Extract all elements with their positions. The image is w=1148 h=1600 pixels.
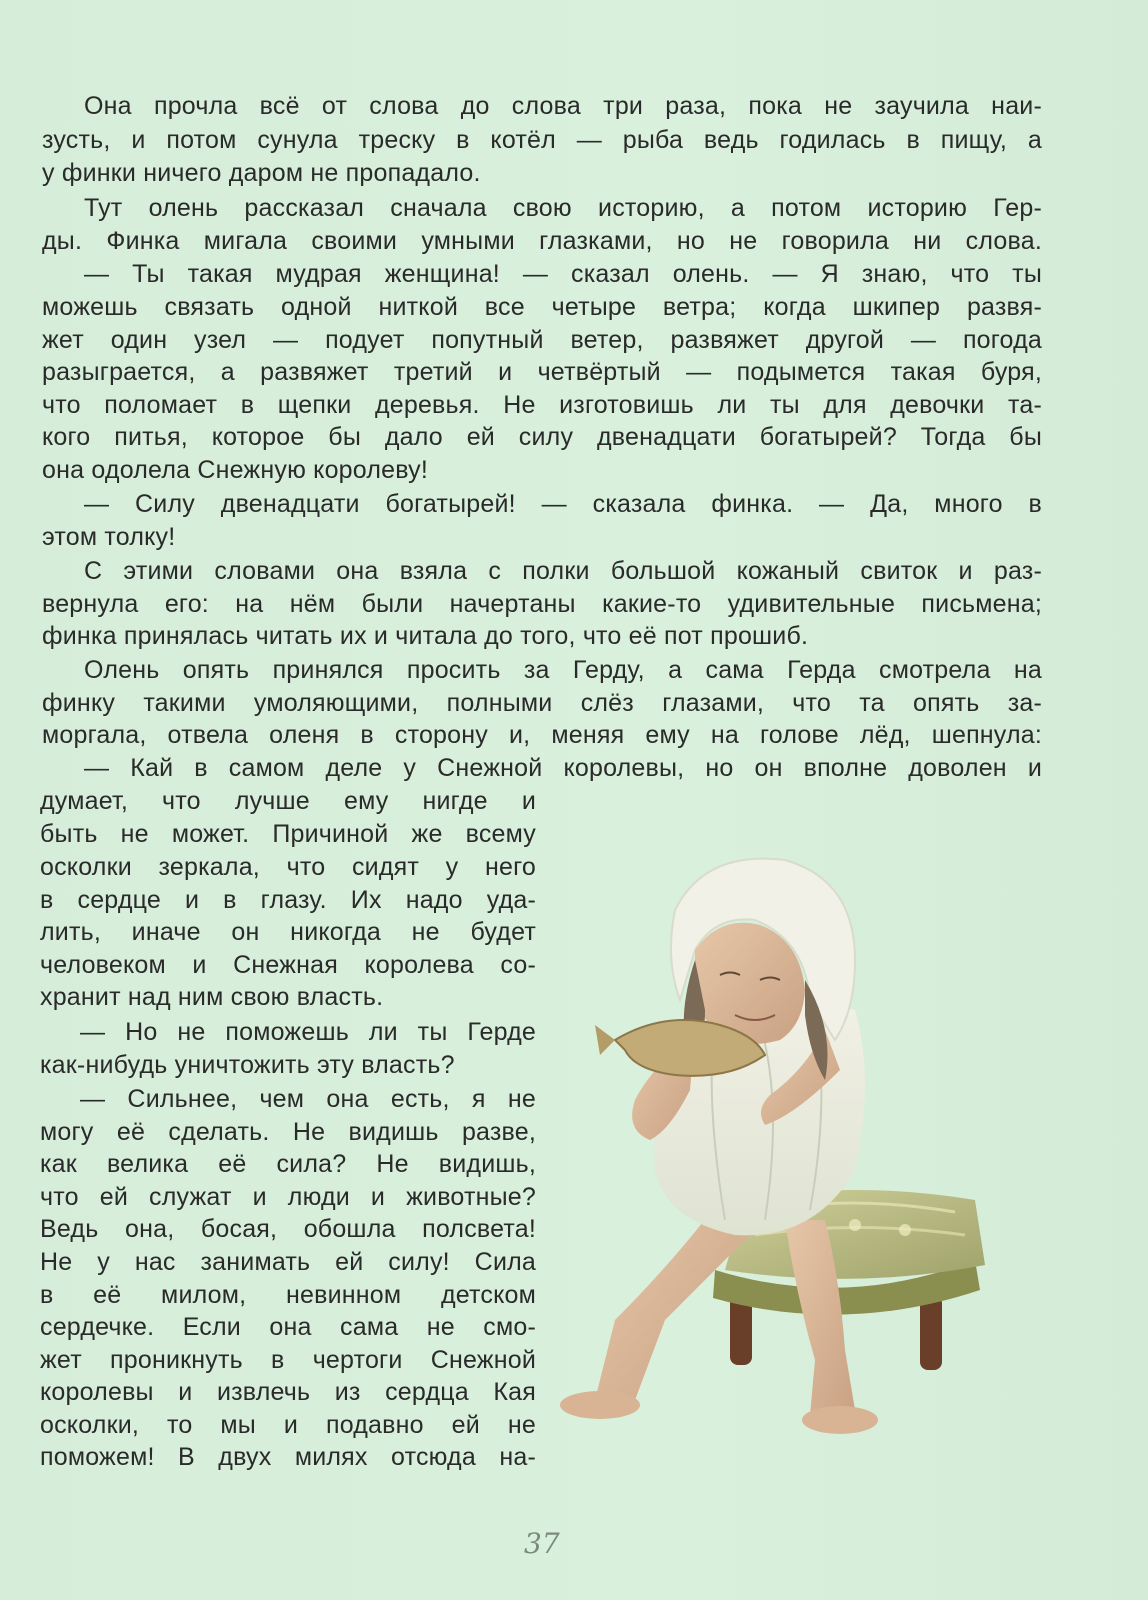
text-line: человеком и Снежная королева со- [40,951,536,979]
text-line: ды. Финка мигала своими умными глазками, но не говорила ни слова. [42,227,1042,255]
page-number: 37 [524,1527,560,1560]
text-line: лить, иначе он никогда не будет [40,918,536,946]
text-line: как велика её сила? Не видишь, [40,1150,536,1178]
text-line: зусть, и потом сунула треску в котёл — рыба ведь годилась в пищу, а [42,126,1042,154]
text-line: поможем! В двух милях отсюда на- [40,1443,536,1471]
text-line: королевы и извлечь из сердца Кая [40,1378,536,1406]
text-line: Олень опять принялся просить за Герду, а сама Герда смотрела на [84,656,1042,684]
text-line: Тут олень рассказал сначала свою историю, а потом историю Гер- [84,194,1042,222]
text-line: осколки, то мы и подавно ей не [40,1411,536,1439]
text-line: кого питья, которое бы дало ей силу двенадцати богатырей? Тогда бы [42,423,1042,451]
text-line: — Силу двенадцати богатырей! — сказала финка. — Да, много в [84,490,1042,518]
text-line: как-нибудь уничтожить эту власть? [40,1051,455,1079]
text-line: могу её сделать. Не видишь разве, [40,1118,536,1146]
text-line: вернула его: на нём были начертаны какие-то удивительные письмена; [42,590,1042,618]
text-line: в её милом, невинном детском [40,1281,536,1309]
text-line: этом толку! [42,523,176,551]
finn-woman-illustration [555,840,1055,1480]
text-line: в сердце и в глазу. Их надо уда- [40,886,536,914]
text-line: жет один узел — подует попутный ветер, развяжет другой — погода [42,326,1042,354]
text-line: финка принялась читать их и читала до того, что её пот прошиб. [42,622,809,650]
text-line: что ей служат и люди и животные? [40,1183,536,1211]
text-line: Она прочла всё от слова до слова три раза, пока не заучила наи- [84,92,1042,120]
text-line: — Но не поможешь ли ты Герде [80,1018,536,1046]
text-line: сердечке. Если она сама не смо- [40,1313,536,1341]
text-line: финку такими умоляющими, полными слёз глазами, что та опять за- [42,689,1042,717]
text-line: моргала, отвела оленя в сторону и, меняя ему на голове лёд, шепнула: [42,721,1042,749]
text-line: что поломает в щепки деревья. Не изготовишь ли ты для девочки та- [42,391,1042,419]
text-line: можешь связать одной ниткой все четыре ветра; когда шкипер развя- [42,293,1042,321]
text-line: она одолела Снежную королеву! [42,456,429,484]
text-line: хранит над ним свою власть. [40,983,384,1011]
text-line: С этими словами она взяла с полки большой кожаный свиток и раз- [84,557,1042,585]
text-line: у финки ничего даром не пропадало. [42,159,481,187]
text-line: жет проникнуть в чертоги Снежной [40,1346,536,1374]
text-line: разыграется, а развяжет третий и четвёртый — подымется такая буря, [42,358,1042,386]
text-line: Не у нас занимать ей силу! Сила [40,1248,536,1276]
text-line: Ведь она, босая, обошла полсвета! [40,1215,536,1243]
text-line: думает, что лучше ему нигде и [40,787,536,815]
text-line: — Ты такая мудрая женщина! — сказал олень. — Я знаю, что ты [84,260,1042,288]
text-line: — Сильнее, чем она есть, я не [80,1085,536,1113]
text-line: быть не может. Причиной же всему [40,820,536,848]
text-line: осколки зеркала, что сидят у него [40,853,536,881]
text-line: — Кай в самом деле у Снежной королевы, но он вполне доволен и [84,754,1042,782]
